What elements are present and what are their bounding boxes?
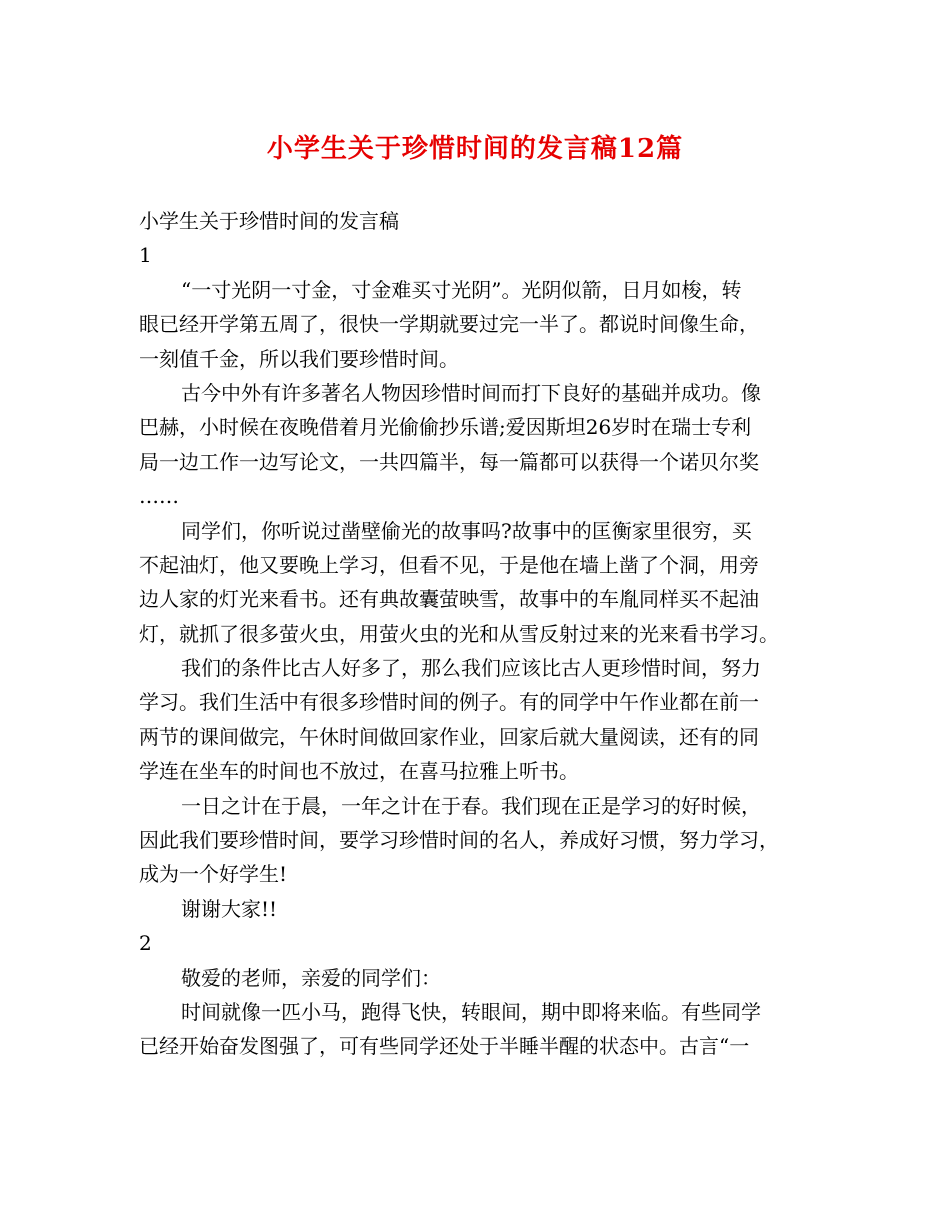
text-line: 边人家的灯光来看书。还有典故囊萤映雪，故事中的车胤同样买不起油 xyxy=(139,587,759,612)
text-line: 1 xyxy=(139,243,152,268)
text-line: 同学们，你听说过凿壁偷光的故事吗?故事中的匡衡家里很穷，买 xyxy=(181,518,752,543)
text-line: 学习。我们生活中有很多珍惜时间的例子。有的同学中午作业都在前一 xyxy=(139,690,759,715)
text-line: 巴赫，小时候在夜晚借着月光偷偷抄乐谱;爱因斯坦26岁时在瑞士专利 xyxy=(139,415,752,440)
text-line: “一寸光阴一寸金，寸金难买寸光阴”。光阴似箭，日月如梭，转 xyxy=(181,277,742,302)
text-line: 敬爱的老师，亲爱的同学们： xyxy=(181,965,441,990)
document-title: 小学生关于珍惜时间的发言稿12篇 xyxy=(266,134,684,164)
text-line: 我们的条件比古人好多了，那么我们应该比古人更珍惜时间，努力 xyxy=(181,656,761,681)
text-line: 古今中外有许多著名人物因珍惜时间而打下良好的基础并成功。像 xyxy=(181,380,761,405)
text-line: 眼已经开学第五周了，很快一学期就要过完一半了。都说时间像生命， xyxy=(139,312,759,337)
text-line: 成为一个好学生! xyxy=(139,862,288,887)
document-body xyxy=(139,204,819,1064)
text-line: …… xyxy=(139,484,179,509)
text-line: 不起油灯，他又要晚上学习，但看不见，于是他在墙上凿了个洞，用旁 xyxy=(139,552,759,577)
text-line: 2 xyxy=(139,931,152,956)
text-line: 已经开始奋发图强了，可有些同学还处于半睡半醒的状态中。古言“一 xyxy=(139,1034,750,1059)
text-line: 灯，就抓了很多萤火虫，用萤火虫的光和从雪反射过来的光来看书学习。 xyxy=(139,621,779,646)
text-line: 一日之计在于晨，一年之计在于春。我们现在正是学习的好时候， xyxy=(181,793,761,818)
text-line: 学连在坐车的时间也不放过，在喜马拉雅上听书。 xyxy=(139,759,579,784)
text-line: 时间就像一匹小马，跑得飞快，转眼间，期中即将来临。有些同学 xyxy=(181,999,761,1024)
text-line: 局一边工作一边写论文，一共四篇半，每一篇都可以获得一个诺贝尔奖 xyxy=(139,449,759,474)
text-line: 因此我们要珍惜时间，要学习珍惜时间的名人，养成好习惯，努力学习， xyxy=(139,828,779,853)
text-line: 两节的课间做完，午休时间做回家作业，回家后就大量阅读，还有的同 xyxy=(139,724,759,749)
text-line: 小学生关于珍惜时间的发言稿 xyxy=(139,209,399,233)
text-line: 一刻值千金，所以我们要珍惜时间。 xyxy=(139,346,459,371)
text-line: 谢谢大家!! xyxy=(181,896,278,921)
